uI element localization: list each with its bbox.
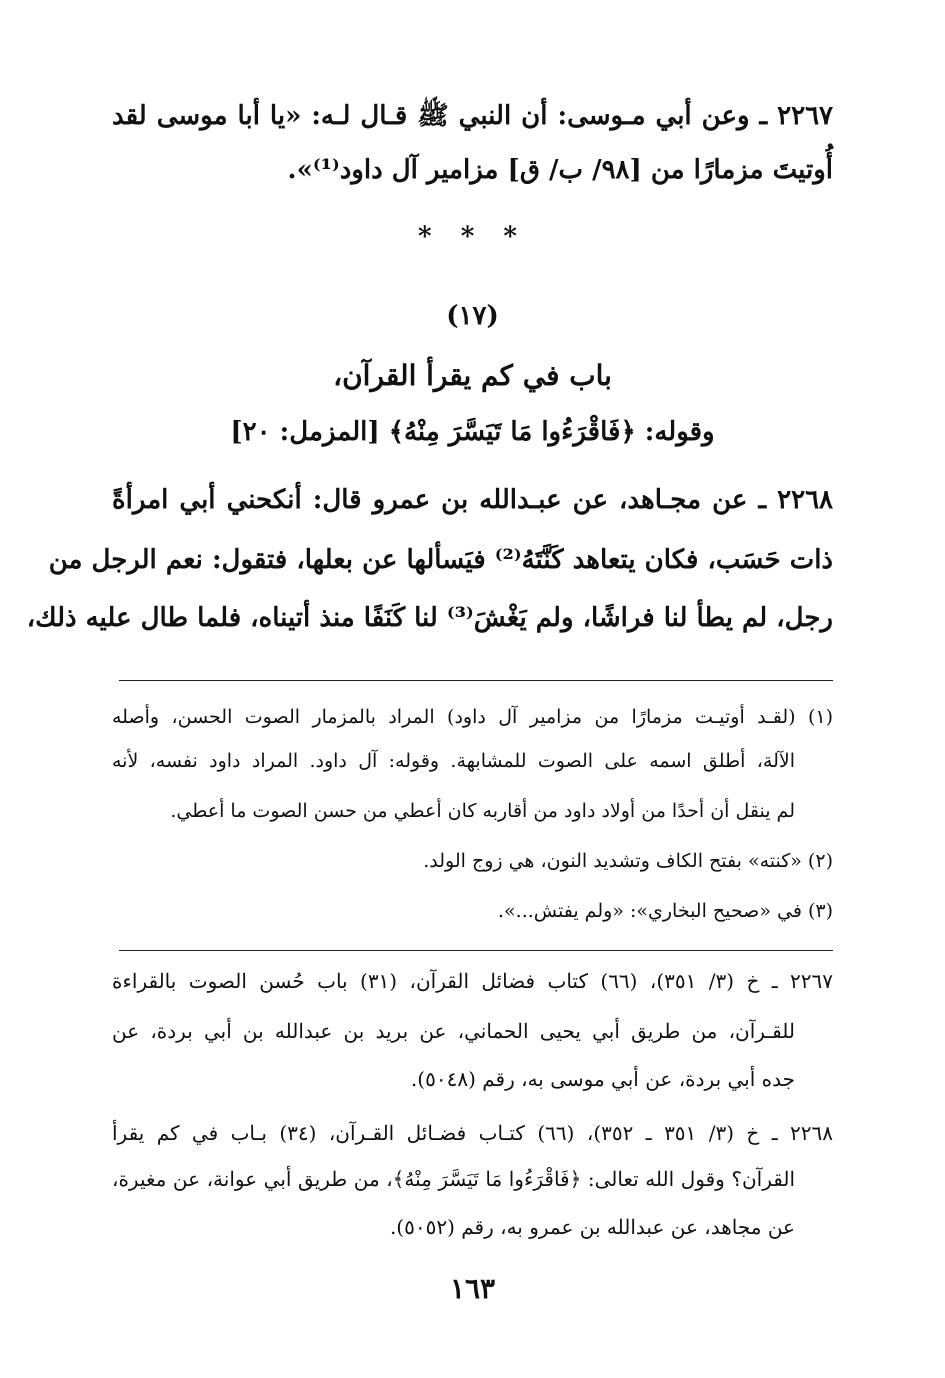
page-number: ١٦٣ — [449, 1272, 496, 1305]
hadith-2268-line-1: ٢٢٦٨ ـ عن مجـاهد، عن عبـدالله بن عمرو قال: أنكحني أبي امرأةً — [112, 485, 833, 515]
reference-2267-line-2: للقـرآن، من طريق أبي يحيى الحماني، عن بريد بن عبدالله بن أبي بردة، عن — [112, 1019, 795, 1043]
reference-2267-line-1: ٢٢٦٧ ـ خ (٣/ ٣٥١)، (٦٦) كتاب فضائل القرآن، (٣١) باب حُسن الصوت بالقراءة — [112, 969, 833, 993]
footnote-3: (٣) في «صحيح البخاري»: «ولم يفتش...». — [498, 900, 833, 922]
chapter-title: باب في كم يقرأ القرآن، — [333, 359, 612, 392]
hadith-2268-line-3: رجل، لم يطأ لنا فراشًا، ولم يَغْشَ⁽³⁾ لنا كَنَفًا منذ أتيناه، فلما طال عليه ذلك، — [26, 603, 833, 633]
footnote-2: (٢) «كنته» بفتح الكاف وتشديد النون، هي زوج الولد. — [423, 850, 833, 872]
hadith-2267-line-2: أُوتيتَ مزمارًا من [٩٨/ ب/ ق] مزامير آل داود⁽¹⁾». — [287, 155, 833, 185]
footnote-1-line-1: (١) (لقـد أوتيـت مزمارًا من مزامير آل داود) المراد بالمزمار الصوت الحسن، وأصله — [112, 706, 833, 728]
hadith-2267-line-1: ٢٢٦٧ ـ وعن أبي مـوسى: أن النبي ﷺ قـال لـه: «يا أبا موسى لقد — [112, 101, 833, 131]
footnote-divider — [119, 680, 833, 681]
reference-2268-line-3: عن مجاهد، عن عبدالله بن عمرو به، رقم (٥٠٥٢). — [389, 1215, 795, 1239]
reference-2268-line-2: القرآن؟ وقول الله تعالى: ﴿فَاقْرَءُوا مَا تَيَسَّرَ مِنْهُ﴾، من طريق أبي عوانة، عن مغيرة، — [112, 1167, 795, 1191]
hadith-2268-line-2: ذات حَسَب، فكان يتعاهد كَنَّتَهُ⁽²⁾ فيَسألها عن بعلها، فتقول: نعم الرجل من — [48, 545, 833, 575]
references-divider — [119, 950, 833, 951]
section-separator: * * * — [418, 222, 527, 252]
footnote-1-line-2: الآلة، أطلق اسمه على الصوت للمشابهة. وقوله: آل داود. المراد داود نفسه، لأنه — [112, 750, 795, 772]
chapter-number: (١٧) — [446, 301, 499, 331]
footnote-1-line-3: لم ينقل أن أحدًا من أولاد داود من أقاربه كان أعطي من حسن الصوت ما أعطي. — [170, 800, 795, 822]
chapter-verse: وقوله: ﴿فَاقْرَءُوا مَا تَيَسَّرَ مِنْهُ﴾ [المزمل: ٢٠] — [230, 417, 715, 447]
reference-2268-line-1: ٢٢٦٨ ـ خ (٣/ ٣٥١ ـ ٣٥٢)، (٦٦) كتـاب فضـائل القـرآن، (٣٤) بـاب في كم يقرأ — [112, 1121, 833, 1145]
reference-2267-line-3: جده أبي بردة، عن أبي موسى به، رقم (٥٠٤٨). — [410, 1067, 795, 1091]
